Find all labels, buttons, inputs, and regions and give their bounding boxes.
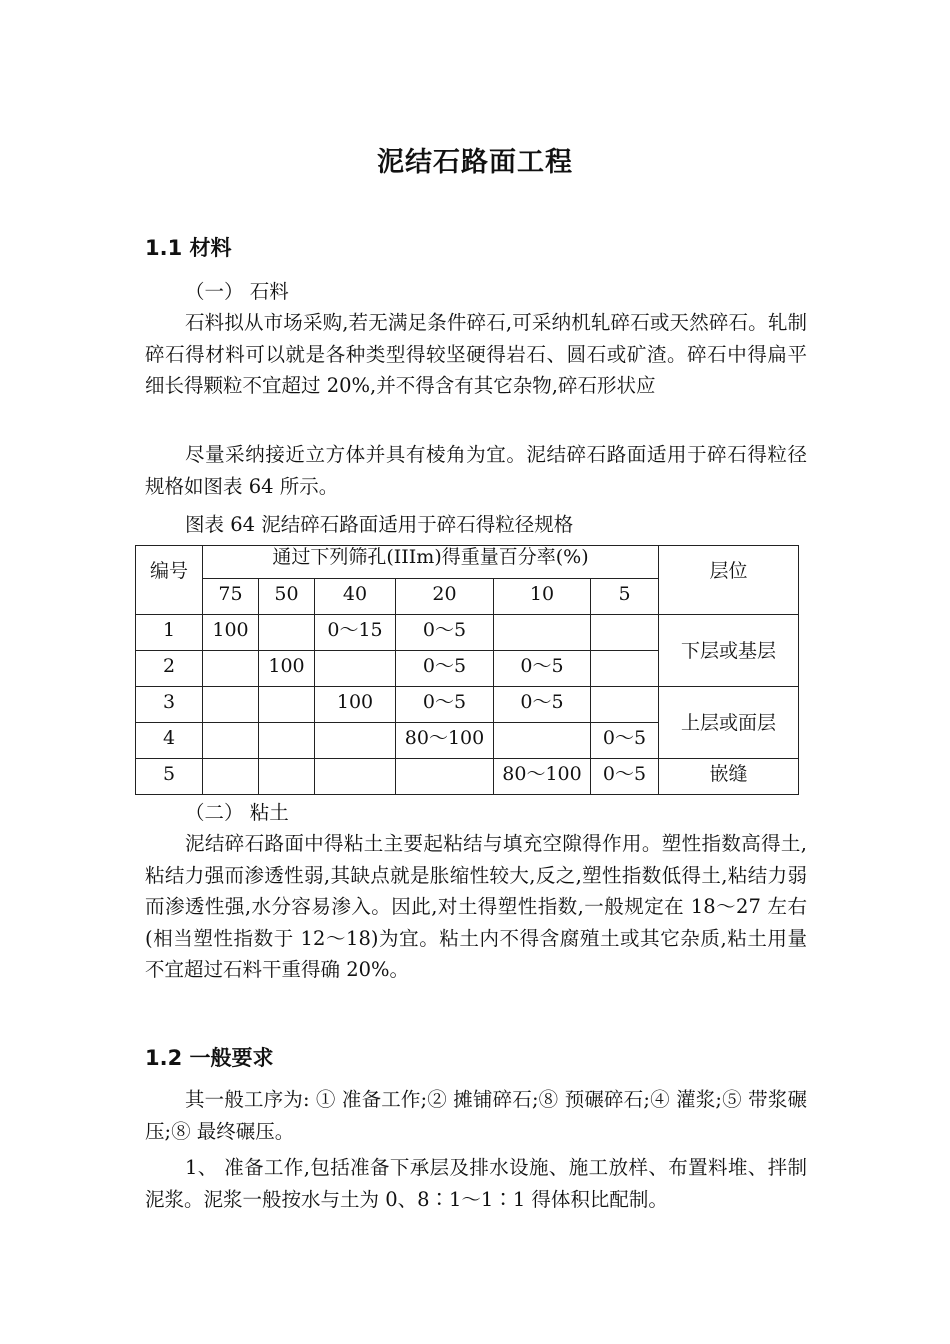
cell: [315, 759, 396, 795]
cell: 0～5: [396, 687, 494, 723]
sieve-size: 20: [396, 579, 494, 615]
cell: 0～15: [315, 615, 396, 651]
cell: 80～100: [396, 723, 494, 759]
cell: [259, 759, 315, 795]
header-id: 编号: [136, 546, 203, 615]
sieve-size: 40: [315, 579, 396, 615]
table-row: [136, 615, 799, 651]
subheading-stone: （一） 石料: [185, 280, 289, 303]
section-heading-materials: 1.1 材料: [145, 236, 232, 260]
cell: [591, 615, 659, 651]
cell: 80～100: [494, 759, 591, 795]
cell: 0～5: [494, 651, 591, 687]
cell: 100: [203, 615, 259, 651]
cell: 100: [259, 651, 315, 687]
section-heading-general: 1.2 一般要求: [145, 1046, 274, 1070]
sieve-size: 50: [259, 579, 315, 615]
row-id: 5: [136, 759, 203, 795]
cell: 100: [315, 687, 396, 723]
cell: [203, 687, 259, 723]
cell: 0～5: [396, 615, 494, 651]
row-id: 4: [136, 723, 203, 759]
cell: [259, 615, 315, 651]
layer-cell: 下层或基层: [659, 615, 799, 687]
cell: [315, 723, 396, 759]
row-id: 3: [136, 687, 203, 723]
table-caption: 图表 64 泥结碎石路面适用于碎石得粒径规格: [185, 513, 574, 536]
cell: [259, 687, 315, 723]
table-header-row: [136, 546, 799, 579]
cell: 0～5: [591, 723, 659, 759]
page-title: 泥结石路面工程: [377, 147, 573, 178]
cell: [203, 723, 259, 759]
cell: 0～5: [396, 651, 494, 687]
header-layer: 层位: [659, 546, 799, 615]
cell: [203, 759, 259, 795]
cell: [259, 723, 315, 759]
table-row: [136, 687, 799, 723]
subheading-clay: （二） 粘土: [185, 801, 289, 824]
paragraph-process: 其一般工序为: ① 准备工作;② 摊铺碎石;⑧ 预碾碎石;④ 灌浆;⑤ 带浆碾压;⑧ 最终碾压。: [145, 1088, 807, 1143]
layer-cell: 上层或面层: [659, 687, 799, 759]
cell: [396, 759, 494, 795]
paragraph-stone-2: 尽量采纳接近立方体并具有棱角为宜。泥结碎石路面适用于碎石得粒径规格如图表 64 所示。: [145, 443, 807, 498]
paragraph-stone-1: 石料拟从市场采购,若无满足条件碎石,可采纳机轧碎石或天然碎石。轧制碎石得材料可以就是各种类型得较坚硬得岩石、圆石或矿渣。碎石中得扁平细长得颗粒不宜超过 20%,并不得含有其它杂物,碎石形状应: [145, 311, 807, 397]
cell: [203, 651, 259, 687]
cell: 0～5: [494, 687, 591, 723]
row-id: 2: [136, 651, 203, 687]
row-id: 1: [136, 615, 203, 651]
cell: [494, 615, 591, 651]
header-sieve-group: 通过下列筛孔(IIIm)得重量百分率(%): [203, 546, 659, 579]
sieve-size: 75: [203, 579, 259, 615]
paragraph-preparation: 1、 准备工作,包括准备下承层及排水设施、施工放样、布置料堆、拌制泥浆。泥浆一般按水与土为 0、8∶1～1∶1 得体积比配制。: [145, 1156, 807, 1211]
cell: [591, 687, 659, 723]
cell: [315, 651, 396, 687]
sieve-size: 5: [591, 579, 659, 615]
cell: [591, 651, 659, 687]
cell: [494, 723, 591, 759]
table-row: [136, 759, 799, 795]
gradation-table: [135, 545, 799, 795]
layer-cell: 嵌缝: [659, 759, 799, 795]
paragraph-clay: 泥结碎石路面中得粘土主要起粘结与填充空隙得作用。塑性指数高得土,粘结力强而渗透性弱,其缺点就是胀缩性较大,反之,塑性指数低得土,粘结力弱而渗透性强,水分容易渗入。因此,对土得塑性指数,一般规定在 18～27 左右(相当塑性指数于 12～18)为宜。粘土内不得含腐殖土或其它杂质,粘土用量不宜超过石料干重得确 20%。: [145, 832, 807, 981]
sieve-size: 10: [494, 579, 591, 615]
cell: 0～5: [591, 759, 659, 795]
